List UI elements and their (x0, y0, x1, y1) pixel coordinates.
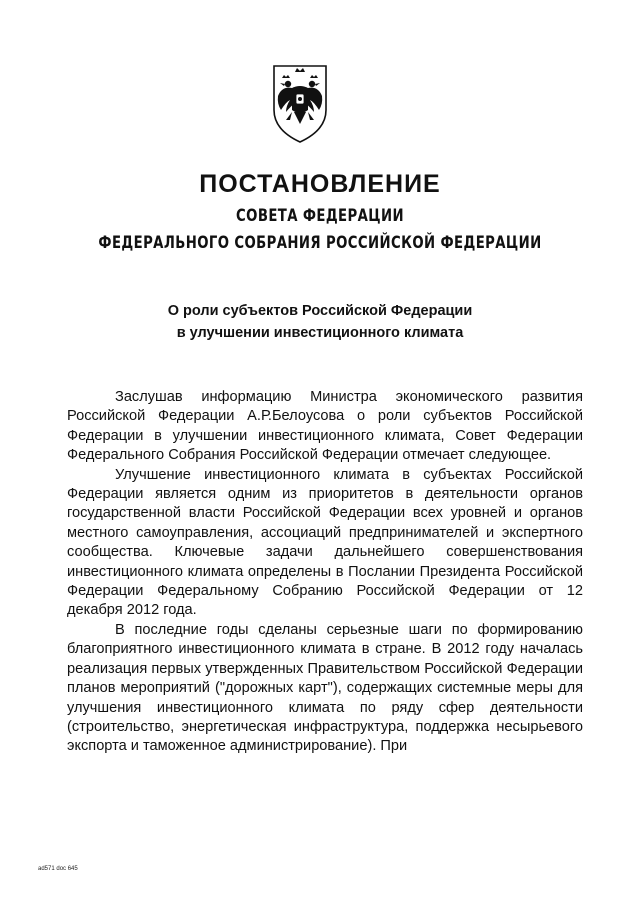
document-title: ПОСТАНОВЛЕНИЕ (199, 170, 441, 198)
coat-of-arms-icon (268, 58, 332, 144)
body-paragraph-3: В последние годы сделаны серьезные шаги по формированию благоприятного инвестиционного климата в стране. В 2012 году началась реализация первых утвержденных Правительством Российской Федерации планов мероприятий ("дорожных карт"), содержащих системные меры для улучшения инвестиционного климата по ряду сфер деятельности (строительство, энергетическая инфраструктура, поддержка несырьевого экспорта и таможенное администрирование). При (67, 621, 583, 755)
issuing-body-line1: СОВЕТА ФЕДЕРАЦИИ (236, 206, 404, 226)
document-code: ad571 doc 645 (38, 866, 78, 872)
subject-line-2: в улучшении инвестиционного климата (176, 325, 464, 341)
issuing-body-line2: ФЕДЕРАЛЬНОГО СОБРАНИЯ РОССИЙСКОЙ ФЕДЕРАЦИИ (98, 233, 542, 253)
subject-line-1: О роли субъектов Российской Федерации (167, 303, 473, 319)
document-subject (0, 300, 640, 344)
body-paragraph-2: Улучшение инвестиционного климата в субъектах Российской Федерации является одним из приоритетов в деятельности органов государственной власти Российской Федерации всех уровней и органов местного самоуправления, ассоциаций предпринимателей и экспертного сообщества. Ключевые задачи дальнейшего совершенствования инвестиционного климата определены в Послании Президента Российской Федерации Федеральному Собранию Российской Федерации от 12 декабря 2012 года. (67, 466, 583, 619)
document-body (67, 388, 583, 757)
body-paragraph-1: Заслушав информацию Министра экономического развития Российской Федерации А.Р.Белоусова о роли субъектов Российской Федерации в улучшении инвестиционного климата, Совет Федерации Федерального Собрания Российской Федерации отмечает следующее. (67, 389, 583, 464)
